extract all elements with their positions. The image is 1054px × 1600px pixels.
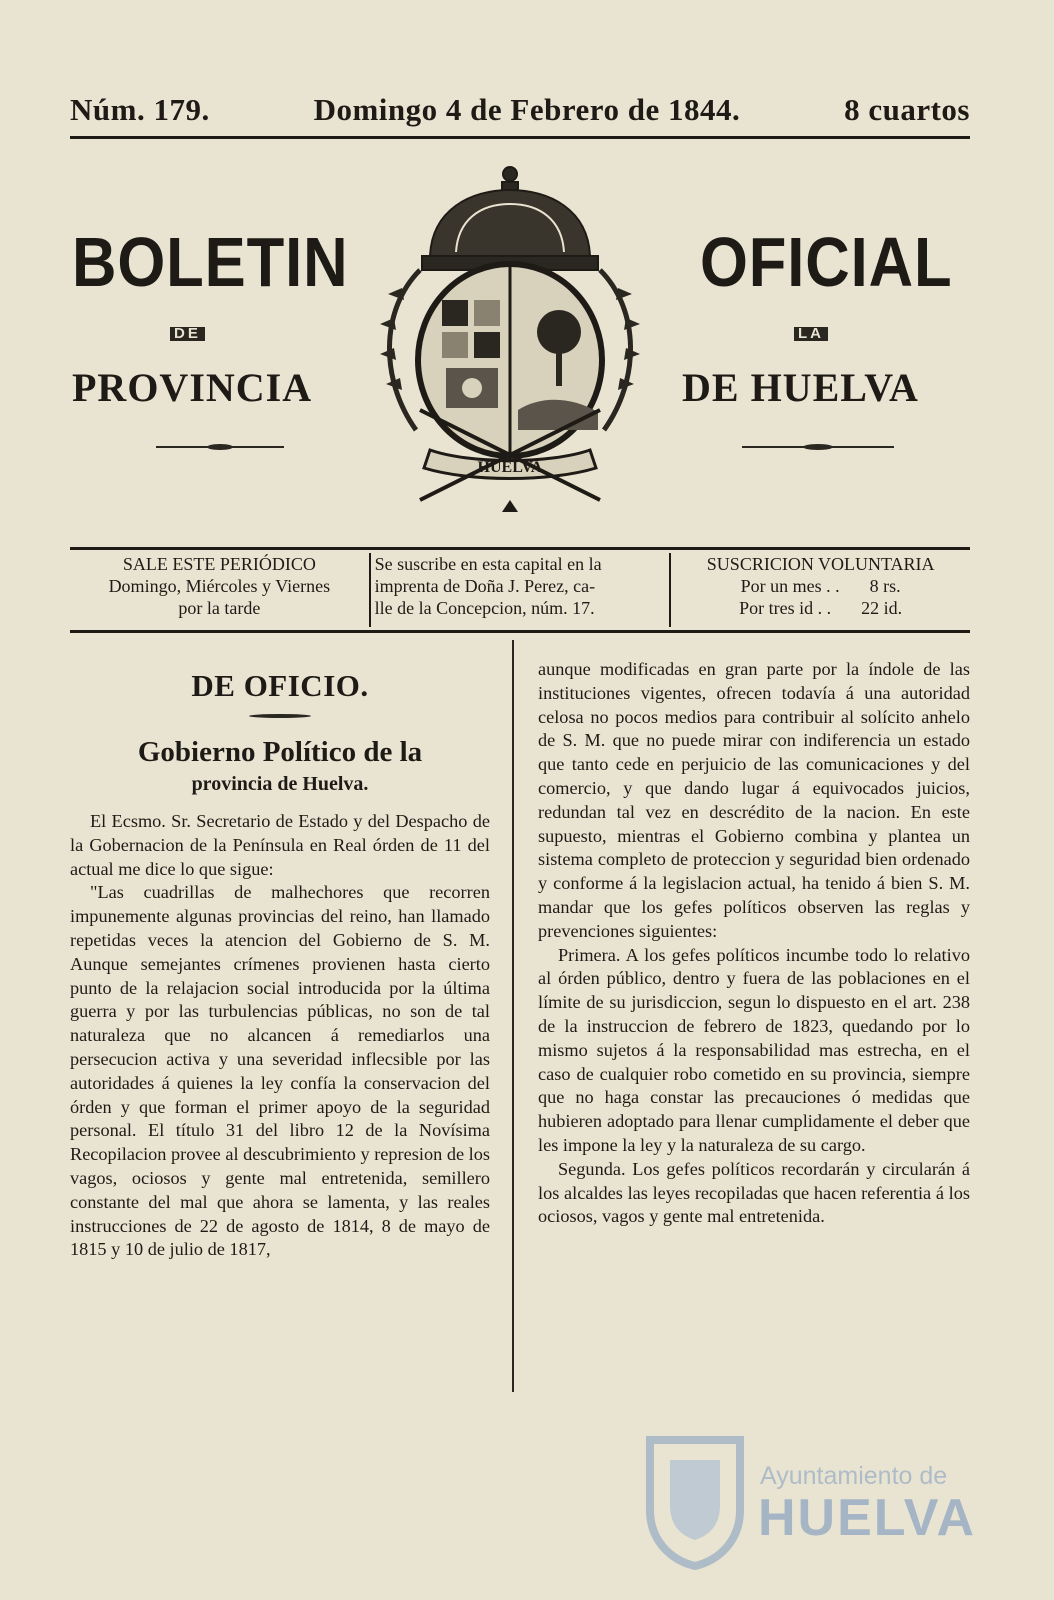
schedule-title: SALE ESTE PERIÓDICO bbox=[122, 554, 316, 574]
top-rule bbox=[70, 136, 970, 139]
left-column bbox=[70, 650, 490, 1262]
paragraph: aunque modificadas en gran parte por la índole de las instituciones vigentes, ofrecen todavía á una autoridad celosa no pocos medios para contribuir al solícito anhelo de S. M. que no puede mirar con indiferencia un estado que tanto cede en perjuicio de las comunicaciones y del comercio, y que dando lugar á equivocados juicios, redundan tal vez en descrédito de la nacion. En este supuesto, mientras el Gobierno combina y plantea un sistema completo de proteccion y seguridad bien ordenado y conforme á la legislacion actual, ha tenido á bien S. M. mandar que los gefes políticos observen las reglas y prevenciones siguientes: bbox=[538, 659, 970, 941]
paragraph: El Ecsmo. Sr. Secretario de Estado y del Despacho de la Gobernacion de la Península en Real órden de 11 del actual me dice lo que sigue: bbox=[70, 811, 490, 879]
crest-ribbon-text: HUELVA bbox=[477, 459, 543, 476]
info-subscription-place bbox=[369, 553, 670, 627]
right-column bbox=[538, 658, 970, 1229]
schedule-time: por la tarde bbox=[178, 598, 261, 618]
price-row-month-value: 8 rs. bbox=[869, 576, 901, 596]
issue-price: 8 cuartos bbox=[844, 92, 970, 127]
section-heading: DE OFICIO. bbox=[191, 668, 369, 703]
masthead-small-de: DE bbox=[170, 327, 205, 341]
watermark-shield-icon bbox=[640, 1420, 750, 1570]
masthead-word-provincia: PROVINCIA bbox=[72, 365, 313, 410]
paragraph: Primera. A los gefes políticos incumbe todo lo relativo al órden público, dentro y fuera de las poblaciones en el límite de su jurisdiccion, segun lo dispuesto en el art. 238 de la instruccion de febrero de 1823, quedando por lo mismo sujetos á la responsabilidad mas estrecha, en el caso de cualquier robo cometido en su provincia, siempre que no haga constar las precauciones ó medidas que hubieren adoptado para llenar cumplidamente el deber que les impone la ley y la naturaleza de su cargo. bbox=[538, 944, 970, 1155]
paragraph: Segunda. Los gefes políticos recordarán y circularán á los alcaldes las leyes recopiladas que hacen referentia á los ociosos, vagos y gente mal entretenida. bbox=[538, 1158, 970, 1227]
info-bottom-rule bbox=[70, 630, 970, 633]
paragraph: "Las cuadrillas de malhechores que recorren impunemente algunas provincias del reino, han llamado repetidas veces la atencion del Gobierno de S. M. Aunque semejantes crímenes provienen hasta cierto punto de la relajacion social introducida por la última guerra y por las turbulencias públicas, no son de tal naturaleza que no alcancen á remediarlos una persecucion activa y una severidad inflecsible por las autoridades á quienes la ley confía la conservacion del órden y que forman el primer apoyo de la seguridad personal. El título 31 del libro 12 de la Novísima Recopilacion provee al descubrimiento y represion de los vagos, ociosos y gente mal entretenida, semillero constante del mal que ahora se lamenta, y las reales instrucciones de 22 de agosto de 1814, 8 de mayo de 1815 y 10 de julio de 1817, bbox=[70, 882, 490, 1260]
article-body-right bbox=[538, 658, 970, 1229]
publication-info-box bbox=[70, 553, 970, 627]
price-row-quarter-value: 22 id. bbox=[861, 598, 903, 618]
watermark-line-2: HUELVA bbox=[758, 1489, 977, 1547]
issue-line bbox=[70, 92, 970, 132]
subscription-line-3: lle de la Concepcion, núm. 17. bbox=[374, 598, 595, 618]
price-row-quarter bbox=[675, 597, 966, 619]
ornament-right bbox=[742, 446, 894, 448]
subscription-line-2: imprenta de Doña J. Perez, ca- bbox=[374, 576, 596, 596]
masthead-word-boletin: BOLETIN bbox=[72, 223, 349, 301]
price-row-quarter-label: Por tres id . . bbox=[739, 598, 832, 618]
section-ornament bbox=[249, 714, 311, 718]
coat-of-arms-emblem bbox=[360, 160, 660, 530]
masthead-word-de-huelva: DE HUELVA bbox=[682, 365, 919, 410]
info-subscription-price bbox=[669, 553, 970, 627]
watermark-line-1: Ayuntamiento de bbox=[760, 1462, 948, 1490]
masthead-small-la: LA bbox=[794, 327, 828, 341]
price-row-month bbox=[675, 575, 966, 597]
archive-watermark bbox=[640, 1420, 980, 1580]
price-row-month-label: Por un mes . . bbox=[740, 576, 840, 596]
info-schedule bbox=[70, 553, 369, 627]
column-divider bbox=[512, 640, 514, 1392]
article-body-left bbox=[70, 810, 490, 1262]
info-top-rule bbox=[70, 547, 970, 550]
masthead-word-oficial: OFICIAL bbox=[700, 223, 953, 301]
issue-number: Núm. 179. bbox=[70, 92, 210, 127]
issue-date: Domingo 4 de Febrero de 1844. bbox=[313, 92, 741, 127]
schedule-days: Domingo, Miércoles y Viernes bbox=[108, 576, 331, 596]
article-subtitle: provincia de Huelva. bbox=[191, 773, 369, 795]
price-title: SUSCRICION VOLUNTARIA bbox=[706, 554, 935, 574]
ornament-left bbox=[156, 446, 284, 448]
article-title: Gobierno Político de la bbox=[137, 736, 423, 768]
subscription-line-1: Se suscribe en esta capital en la bbox=[374, 554, 602, 574]
